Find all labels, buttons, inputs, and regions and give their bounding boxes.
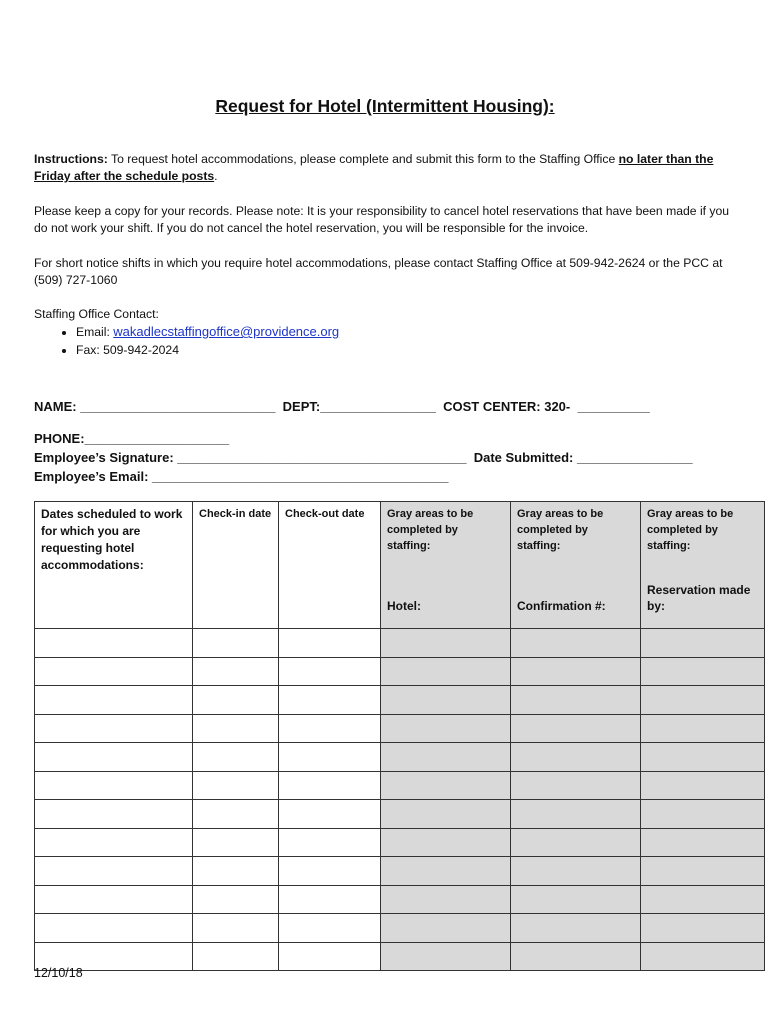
checkin-header: Check-in date xyxy=(199,508,272,520)
responsibility-paragraph: Please keep a copy for your records. Please note: It is your responsibility to cancel hotel reservations that have been made if you do not work your shift. If you do not cancel the hotel reservation, you will be responsible for the invoice. xyxy=(34,204,730,235)
table-row xyxy=(35,914,765,943)
dates-cell[interactable] xyxy=(35,743,193,772)
reservation-cell[interactable] xyxy=(641,629,765,658)
reservation-cell[interactable] xyxy=(641,828,765,857)
confirmation-cell[interactable] xyxy=(511,914,641,943)
hotel-cell[interactable] xyxy=(381,828,511,857)
reservation-cell[interactable] xyxy=(641,714,765,743)
checkin-cell[interactable] xyxy=(193,743,279,772)
checkin-cell[interactable] xyxy=(193,914,279,943)
hotel-cell[interactable] xyxy=(381,942,511,971)
table-row xyxy=(35,800,765,829)
checkout-cell[interactable] xyxy=(279,657,381,686)
reservation-cell[interactable] xyxy=(641,657,765,686)
employee-email-line[interactable]: Employee’s Email: _________________________________________ xyxy=(34,469,449,484)
checkin-header-cell xyxy=(193,502,279,629)
confirmation-cell[interactable] xyxy=(511,743,641,772)
dates-header: Dates scheduled to work for which you are requesting hotel accommodations: xyxy=(41,507,183,572)
reservation-cell[interactable] xyxy=(641,942,765,971)
checkout-header: Check-out date xyxy=(285,508,365,520)
short-notice-paragraph: For short notice shifts in which you require hotel accommodations, please contact Staffing Office at 509-942-2624 or the PCC at (509) 727-1060 xyxy=(34,256,723,287)
reservation-cell[interactable] xyxy=(641,771,765,800)
checkin-cell[interactable] xyxy=(193,629,279,658)
gray-note: Gray areas to be completed by staffing: xyxy=(517,508,604,552)
checkin-cell[interactable] xyxy=(193,771,279,800)
hotel-cell[interactable] xyxy=(381,714,511,743)
confirmation-cell[interactable] xyxy=(511,771,641,800)
instructions-text: To request hotel accommodations, please complete and submit this form to the Staffing Office xyxy=(107,152,619,166)
dates-header-cell xyxy=(35,502,193,629)
confirmation-cell[interactable] xyxy=(511,828,641,857)
checkout-cell[interactable] xyxy=(279,771,381,800)
confirmation-cell[interactable] xyxy=(511,800,641,829)
instructions-paragraph xyxy=(34,151,734,185)
table-row xyxy=(35,657,765,686)
checkin-cell[interactable] xyxy=(193,885,279,914)
dates-cell[interactable] xyxy=(35,885,193,914)
gray-note: Gray areas to be completed by staffing: xyxy=(387,508,474,552)
table-row xyxy=(35,828,765,857)
hotel-cell[interactable] xyxy=(381,771,511,800)
contact-email-item xyxy=(76,323,534,341)
checkout-cell[interactable] xyxy=(279,629,381,658)
checkin-cell[interactable] xyxy=(193,714,279,743)
instructions-end: . xyxy=(214,169,218,183)
checkin-cell[interactable] xyxy=(193,657,279,686)
contact-heading: Staffing Office Contact: xyxy=(34,307,159,321)
phone-line[interactable]: PHONE:____________________ xyxy=(34,431,230,446)
table-row xyxy=(35,771,765,800)
checkout-cell[interactable] xyxy=(279,714,381,743)
checkout-cell[interactable] xyxy=(279,743,381,772)
checkout-cell[interactable] xyxy=(279,914,381,943)
hotel-cell[interactable] xyxy=(381,743,511,772)
checkout-cell[interactable] xyxy=(279,857,381,886)
dates-cell[interactable] xyxy=(35,686,193,715)
reservation-cell[interactable] xyxy=(641,743,765,772)
hotel-cell[interactable] xyxy=(381,686,511,715)
hotel-cell[interactable] xyxy=(381,857,511,886)
table-row xyxy=(35,714,765,743)
hotel-header: Hotel: xyxy=(387,599,421,613)
instructions-label: Instructions: xyxy=(34,152,108,166)
hotel-cell[interactable] xyxy=(381,914,511,943)
table-row xyxy=(35,686,765,715)
checkout-header-cell xyxy=(279,502,381,629)
confirmation-cell[interactable] xyxy=(511,714,641,743)
checkin-cell[interactable] xyxy=(193,800,279,829)
signature-date-line[interactable]: Employee’s Signature: ________________________________________ Date Submitted: ________________ xyxy=(34,450,693,465)
table-row xyxy=(35,743,765,772)
table-row xyxy=(35,885,765,914)
confirmation-header: Confirmation #: xyxy=(517,599,606,613)
checkout-cell[interactable] xyxy=(279,686,381,715)
hotel-header-cell xyxy=(381,502,511,629)
reservation-header-cell xyxy=(641,502,765,629)
contact-section xyxy=(34,305,534,359)
confirmation-cell[interactable] xyxy=(511,657,641,686)
reservation-cell[interactable] xyxy=(641,914,765,943)
checkout-cell[interactable] xyxy=(279,828,381,857)
contact-list xyxy=(34,323,534,359)
schedule-table xyxy=(34,501,765,971)
hotel-cell[interactable] xyxy=(381,885,511,914)
table-row xyxy=(35,857,765,886)
table-header-row xyxy=(35,502,765,629)
dates-cell[interactable] xyxy=(35,629,193,658)
checkout-cell[interactable] xyxy=(279,885,381,914)
dates-cell[interactable] xyxy=(35,657,193,686)
confirmation-cell[interactable] xyxy=(511,857,641,886)
dates-cell[interactable] xyxy=(35,771,193,800)
confirmation-cell[interactable] xyxy=(511,686,641,715)
dates-cell[interactable] xyxy=(35,914,193,943)
gray-note: Gray areas to be completed by staffing: xyxy=(647,508,734,552)
confirmation-header-cell xyxy=(511,502,641,629)
staffing-email-link[interactable]: wakadlecstaffingoffice@providence.org xyxy=(113,324,340,339)
confirmation-cell[interactable] xyxy=(511,942,641,971)
checkin-cell[interactable] xyxy=(193,857,279,886)
dates-cell[interactable] xyxy=(35,857,193,886)
revision-date: 12/10/18 xyxy=(34,966,83,980)
reservation-cell[interactable] xyxy=(641,885,765,914)
reservation-cell[interactable] xyxy=(641,857,765,886)
dates-cell[interactable] xyxy=(35,800,193,829)
reservation-header: Reservation made by: xyxy=(647,583,751,613)
hotel-cell[interactable] xyxy=(381,629,511,658)
email-label: Email: xyxy=(76,325,114,339)
hotel-cell[interactable] xyxy=(381,657,511,686)
confirmation-cell[interactable] xyxy=(511,629,641,658)
checkout-cell[interactable] xyxy=(279,800,381,829)
name-dept-costcenter-line[interactable]: NAME: ___________________________ DEPT:________________ COST CENTER: 320- __________ xyxy=(34,399,650,414)
checkout-cell[interactable] xyxy=(279,942,381,971)
hotel-cell[interactable] xyxy=(381,800,511,829)
dates-cell[interactable] xyxy=(35,714,193,743)
form-title: Request for Hotel (Intermittent Housing): xyxy=(215,96,555,116)
table-row xyxy=(35,629,765,658)
dates-cell[interactable] xyxy=(35,828,193,857)
confirmation-cell[interactable] xyxy=(511,885,641,914)
checkin-cell[interactable] xyxy=(193,942,279,971)
checkin-cell[interactable] xyxy=(193,686,279,715)
reservation-cell[interactable] xyxy=(641,800,765,829)
checkin-cell[interactable] xyxy=(193,828,279,857)
reservation-cell[interactable] xyxy=(641,686,765,715)
instructions-deadline: no later than the Friday after the schedule posts xyxy=(34,152,714,183)
contact-fax-item: • Fax: 509-942-2024 xyxy=(76,341,534,359)
table-row xyxy=(35,942,765,971)
